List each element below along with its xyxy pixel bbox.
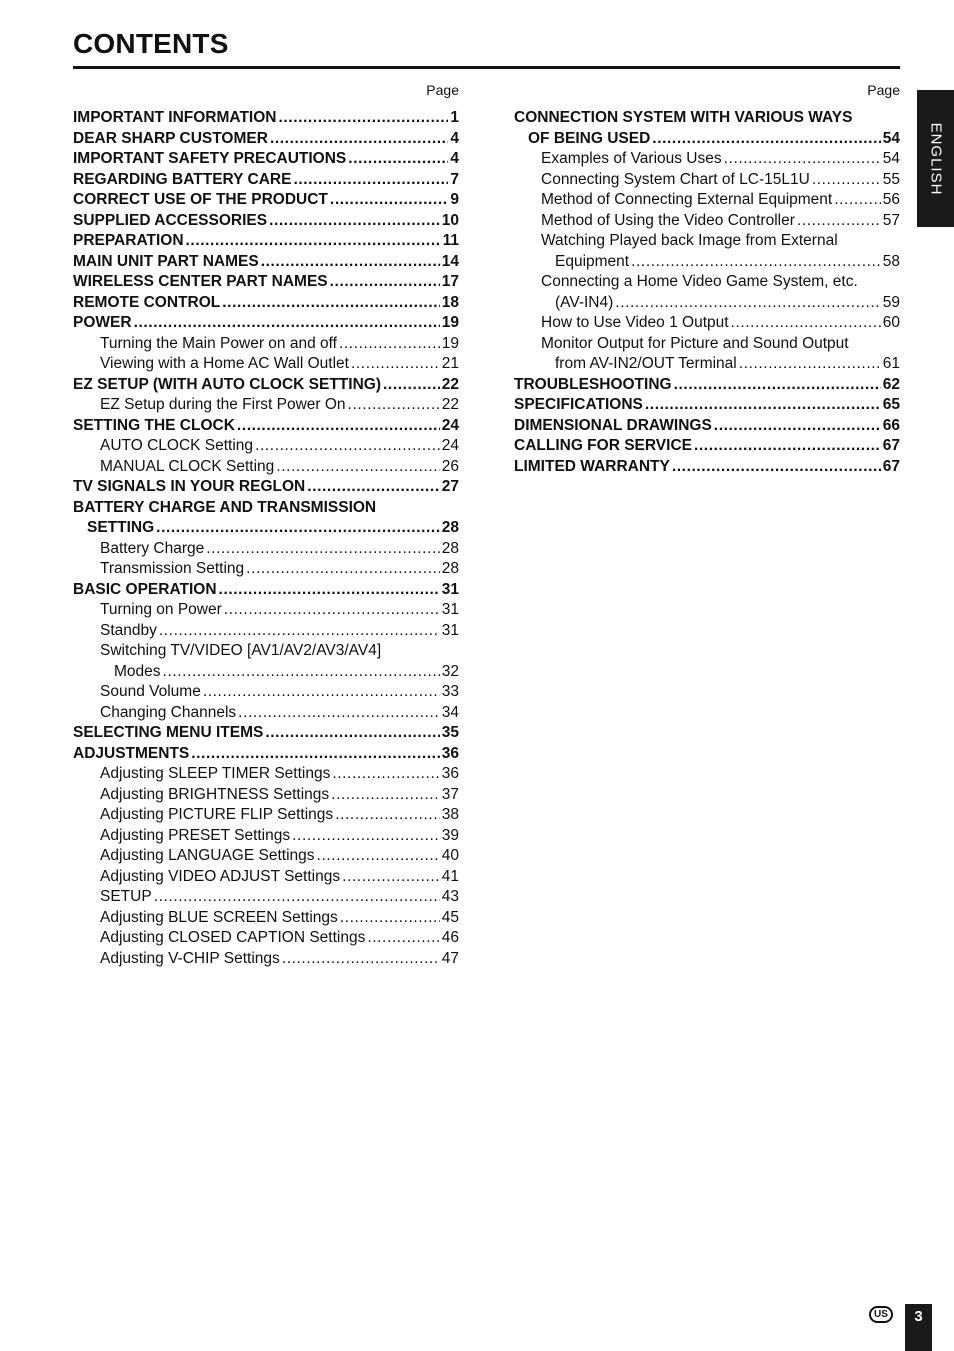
toc-entry-title: Equipment — [555, 252, 630, 270]
toc-subentry[interactable] — [73, 826, 459, 847]
toc-entry-title: TROUBLESHOOTING — [514, 375, 672, 393]
leader-dots — [340, 908, 440, 929]
toc-entry[interactable] — [514, 129, 900, 150]
toc-subentry[interactable] — [73, 436, 459, 457]
toc-entry-title: POWER — [73, 314, 132, 331]
leader-dots — [154, 887, 440, 908]
toc-entry-page: 4 — [450, 129, 459, 147]
toc-subentry[interactable] — [73, 908, 459, 929]
toc-subentry[interactable] — [73, 395, 459, 416]
toc-entry-title: (AV-IN4) — [555, 293, 614, 311]
leader-dots — [265, 723, 439, 744]
leader-dots — [339, 334, 440, 355]
leader-dots — [317, 846, 440, 867]
leader-dots — [156, 518, 440, 539]
leader-dots — [342, 867, 440, 888]
toc-entry-title: SETTING — [87, 519, 155, 536]
toc-entry-page: 19 — [441, 314, 459, 331]
toc-entry-page: 41 — [441, 867, 459, 885]
toc-entry-title: Changing Channels — [100, 703, 237, 721]
toc-entry-first-line[interactable]: CONNECTION SYSTEM WITH VARIOUS WAYS — [514, 109, 853, 126]
toc-entry-page: 38 — [441, 806, 459, 823]
toc-subentry[interactable] — [514, 252, 900, 273]
toc-subentry[interactable] — [73, 887, 459, 908]
toc-entry-title: MAIN UNIT PART NAMES — [73, 252, 259, 270]
toc-entry-title: Adjusting PRESET Settings — [100, 826, 291, 844]
toc-entry-title: WIRELESS CENTER PART NAMES — [73, 273, 328, 290]
toc-entry-page: 1 — [450, 109, 459, 126]
toc-entry-title: OF BEING USED — [528, 129, 651, 147]
toc-entry-title: IMPORTANT SAFETY PRECAUTIONS — [73, 150, 347, 167]
leader-dots — [652, 129, 880, 150]
toc-entry-title: Adjusting SLEEP TIMER Settings — [100, 765, 331, 782]
toc-entry-page: 33 — [441, 683, 459, 700]
toc-entry-title: Battery Charge — [100, 539, 205, 557]
leader-dots — [330, 272, 440, 293]
leader-dots — [276, 457, 439, 478]
toc-entry-page: 54 — [882, 150, 900, 167]
toc-entry-page: 22 — [441, 396, 459, 413]
toc-entry-page: 18 — [441, 293, 459, 311]
toc-entry-page: 58 — [882, 252, 900, 270]
toc-entry-title: Standby — [100, 621, 157, 639]
toc-entry-title: MANUAL CLOCK Setting — [100, 457, 275, 475]
toc-subentry[interactable] — [73, 457, 459, 478]
toc-entry-title: SELECTING MENU ITEMS — [73, 724, 264, 741]
toc-entry-page: 31 — [441, 621, 459, 639]
language-label: ENGLISH — [927, 122, 944, 195]
toc-entry-title: SETTING THE CLOCK — [73, 416, 235, 434]
toc-entry[interactable] — [73, 375, 459, 396]
toc-entry-page: 4 — [450, 150, 459, 167]
toc-subentry[interactable] — [73, 764, 459, 785]
toc-entry-title: AUTO CLOCK Setting — [100, 437, 254, 454]
toc-entry-page: 28 — [441, 539, 459, 557]
toc-entry-title: Adjusting VIDEO ADJUST Settings — [100, 867, 341, 885]
language-side-tab — [917, 90, 954, 227]
toc-entry-page: 56 — [882, 191, 900, 208]
toc-entry-page: 35 — [441, 724, 459, 741]
toc-subentry[interactable] — [514, 190, 900, 211]
toc-entry-title: SUPPLIED ACCESSORIES — [73, 211, 268, 229]
leader-dots — [206, 539, 440, 560]
leader-dots — [348, 149, 448, 170]
toc-subentry[interactable] — [73, 846, 459, 867]
toc-entry-page: 61 — [882, 355, 900, 372]
toc-subentry[interactable] — [73, 621, 459, 642]
toc-subentry[interactable] — [73, 559, 459, 580]
toc-entry[interactable] — [73, 313, 459, 334]
toc-entry-page: 62 — [882, 375, 900, 393]
toc-subentry[interactable] — [514, 170, 900, 191]
leader-dots — [348, 395, 440, 416]
toc-entry-title: SPECIFICATIONS — [514, 396, 643, 413]
leader-dots — [134, 313, 440, 334]
toc-entry-page: 11 — [442, 232, 459, 249]
toc-entry-page: 60 — [882, 314, 900, 331]
toc-entry-page: 57 — [882, 211, 900, 229]
toc-entry-page: 67 — [882, 457, 900, 475]
toc-entry-title: Transmission Setting — [100, 560, 245, 577]
toc-entry-page: 54 — [882, 129, 900, 147]
leader-dots — [246, 559, 440, 580]
toc-entry-page: 17 — [441, 273, 459, 290]
toc-entry-page: 32 — [441, 662, 459, 680]
toc-left-column — [73, 80, 459, 969]
toc-entry-page: 28 — [441, 560, 459, 577]
leader-dots — [731, 313, 881, 334]
leader-dots — [238, 703, 440, 724]
leader-dots — [615, 293, 880, 314]
toc-entry-title: Viewing with a Home AC Wall Outlet — [100, 355, 349, 372]
toc-subentry[interactable] — [73, 682, 459, 703]
page-column-header: Page — [867, 82, 900, 98]
toc-entry-title: ADJUSTMENTS — [73, 744, 190, 762]
toc-entry-page: 45 — [441, 908, 459, 926]
leader-dots — [278, 108, 448, 129]
toc-entry-page: 67 — [882, 437, 900, 454]
toc-entry-page: 39 — [441, 826, 459, 844]
leader-dots — [331, 785, 440, 806]
toc-entry[interactable] — [73, 231, 459, 252]
toc-entry-page: 19 — [441, 334, 459, 352]
toc-subentry-first-line[interactable]: Connecting a Home Video Game System, etc. — [541, 273, 858, 290]
toc-entry[interactable] — [73, 272, 459, 293]
toc-entry-title: Connecting System Chart of LC-15L1U — [541, 170, 810, 188]
toc-entry-page: 40 — [441, 847, 459, 864]
leader-dots — [335, 805, 440, 826]
toc-subentry[interactable] — [73, 354, 459, 375]
toc-entry-page: 36 — [441, 744, 459, 762]
toc-entry-title: IMPORTANT INFORMATION — [73, 109, 277, 126]
toc-entry-page: 26 — [441, 457, 459, 475]
toc-subentry[interactable] — [514, 211, 900, 232]
toc-entry-title: BASIC OPERATION — [73, 580, 217, 598]
toc-entry-page: 9 — [450, 191, 459, 208]
toc-entry[interactable] — [73, 416, 459, 437]
us-region-badge-icon: US — [869, 1306, 893, 1323]
toc-entry[interactable] — [514, 375, 900, 396]
toc-entry-title: Adjusting LANGUAGE Settings — [100, 847, 315, 864]
toc-entry-title: Turning the Main Power on and off — [100, 334, 337, 352]
toc-entry-title: Adjusting CLOSED CAPTION Settings — [100, 929, 366, 946]
toc-entry-title: Sound Volume — [100, 683, 201, 700]
page-title: CONTENTS — [73, 28, 229, 59]
toc-entry[interactable] — [73, 293, 459, 314]
toc-entry-title: Method of Connecting External Equipment — [541, 191, 833, 208]
leader-dots — [674, 375, 881, 396]
toc-entry-title: CORRECT USE OF THE PRODUCT — [73, 191, 328, 208]
leader-dots — [269, 211, 440, 232]
toc-entry-title: Method of Using the Video Controller — [541, 211, 795, 229]
toc-subentry-first-line[interactable]: Watching Played back Image from External — [541, 232, 838, 249]
toc-subentry[interactable] — [514, 293, 900, 314]
leader-dots — [293, 170, 448, 191]
toc-subentry[interactable] — [73, 805, 459, 826]
leader-dots — [672, 457, 881, 478]
leader-dots — [237, 416, 440, 437]
toc-entry[interactable] — [514, 457, 900, 478]
toc-entry-title: REGARDING BATTERY CARE — [73, 170, 292, 188]
toc-subentry[interactable] — [73, 867, 459, 888]
toc-entry[interactable] — [73, 108, 459, 129]
toc-entry-page: 27 — [441, 478, 459, 495]
toc-entry-title: Modes — [114, 662, 161, 680]
toc-subentry[interactable] — [73, 928, 459, 949]
toc-entry-title: REMOTE CONTROL — [73, 293, 221, 311]
toc-entry[interactable] — [73, 580, 459, 601]
toc-entry-title: DIMENSIONAL DRAWINGS — [514, 416, 712, 434]
toc-subentry-first-line[interactable]: Switching TV/VIDEO [AV1/AV2/AV3/AV4] — [100, 642, 382, 659]
toc-subentry[interactable] — [73, 703, 459, 724]
toc-entry-title: Examples of Various Uses — [541, 150, 722, 167]
leader-dots — [739, 354, 881, 375]
toc-entry-title: How to Use Video 1 Output — [541, 314, 729, 331]
toc-entry-page: 36 — [441, 765, 459, 782]
leader-dots — [834, 190, 881, 211]
toc-entry-page: 34 — [441, 703, 459, 721]
leader-dots — [186, 231, 441, 252]
toc-entry-page: 22 — [441, 375, 459, 393]
toc-subentry[interactable] — [73, 600, 459, 621]
title-rule — [73, 66, 900, 69]
toc-entry[interactable] — [514, 416, 900, 437]
leader-dots — [330, 190, 448, 211]
toc-subentry[interactable] — [73, 785, 459, 806]
toc-entry[interactable] — [73, 149, 459, 170]
leader-dots — [367, 928, 439, 949]
page-number: 3 — [905, 1304, 932, 1351]
toc-entry-title: Adjusting PICTURE FLIP Settings — [100, 806, 334, 823]
toc-entry-page: 37 — [441, 785, 459, 803]
leader-dots — [163, 662, 440, 683]
toc-entry[interactable] — [73, 744, 459, 765]
toc-entry[interactable] — [73, 252, 459, 273]
toc-entry-title: EZ SETUP (WITH AUTO CLOCK SETTING) — [73, 375, 381, 393]
toc-entry[interactable] — [73, 518, 459, 539]
toc-entry-page: 28 — [441, 519, 459, 536]
toc-entry[interactable] — [73, 129, 459, 150]
leader-dots — [383, 375, 440, 396]
toc-entry[interactable] — [73, 477, 459, 498]
toc-entry-page: 10 — [441, 211, 459, 229]
toc-entry-page: 24 — [441, 437, 459, 454]
toc-entry-title: LIMITED WARRANTY — [514, 457, 670, 475]
toc-entry-title: PREPARATION — [73, 232, 184, 249]
toc-entry-title: TV SIGNALS IN YOUR REGLON — [73, 478, 306, 495]
toc-entry-title: Adjusting BRIGHTNESS Settings — [100, 785, 330, 803]
toc-entry-page: 24 — [441, 416, 459, 434]
toc-entry[interactable] — [514, 436, 900, 457]
leader-dots — [694, 436, 881, 457]
leader-dots — [724, 149, 881, 170]
leader-dots — [332, 764, 439, 785]
leader-dots — [351, 354, 440, 375]
toc-entry-page: 47 — [441, 949, 459, 967]
leader-dots — [219, 580, 440, 601]
toc-entry[interactable] — [73, 190, 459, 211]
toc-subentry[interactable] — [514, 313, 900, 334]
leader-dots — [270, 129, 448, 150]
toc-entry-title: Turning on Power — [100, 601, 222, 618]
toc-subentry[interactable] — [73, 949, 459, 970]
toc-entry[interactable] — [73, 211, 459, 232]
toc-entry-page: 21 — [441, 355, 459, 372]
toc-entry[interactable] — [73, 170, 459, 191]
toc-entry-first-line[interactable]: BATTERY CHARGE AND TRANSMISSION — [73, 498, 377, 516]
toc-entry-title: EZ Setup during the First Power On — [100, 396, 346, 413]
toc-entry-page: 43 — [441, 888, 459, 905]
leader-dots — [255, 436, 440, 457]
leader-dots — [631, 252, 881, 273]
leader-dots — [282, 949, 440, 970]
toc-entry-page: 66 — [882, 416, 900, 434]
toc-subentry[interactable] — [514, 354, 900, 375]
toc-entry-title: Adjusting BLUE SCREEN Settings — [100, 908, 338, 926]
leader-dots — [307, 477, 440, 498]
leader-dots — [222, 293, 440, 314]
toc-subentry[interactable] — [73, 334, 459, 355]
toc-entry-page: 59 — [882, 293, 900, 311]
leader-dots — [191, 744, 439, 765]
leader-dots — [797, 211, 881, 232]
page-column-header: Page — [426, 82, 459, 98]
toc-entry-page: 14 — [441, 252, 459, 270]
leader-dots — [714, 416, 881, 437]
toc-right-column — [514, 80, 900, 477]
toc-entry-title: DEAR SHARP CUSTOMER — [73, 129, 268, 147]
leader-dots — [203, 682, 440, 703]
toc-entry-title: SETUP — [100, 888, 152, 905]
toc-subentry-first-line[interactable]: Monitor Output for Picture and Sound Output — [541, 334, 849, 352]
leader-dots — [812, 170, 881, 191]
leader-dots — [645, 395, 881, 416]
toc-subentry[interactable] — [73, 662, 459, 683]
toc-entry-page: 31 — [441, 601, 459, 618]
toc-entry-page: 65 — [882, 396, 900, 413]
leader-dots — [292, 826, 440, 847]
toc-entry-page: 31 — [441, 580, 459, 598]
leader-dots — [159, 621, 440, 642]
toc-entry-title: Adjusting V-CHIP Settings — [100, 949, 280, 967]
toc-entry-title: CALLING FOR SERVICE — [514, 437, 692, 454]
toc-entry[interactable] — [73, 723, 459, 744]
leader-dots — [224, 600, 440, 621]
toc-subentry[interactable] — [73, 539, 459, 560]
leader-dots — [261, 252, 440, 273]
toc-entry-title: from AV-IN2/OUT Terminal — [555, 355, 737, 372]
toc-entry[interactable] — [514, 395, 900, 416]
toc-entry-page: 55 — [882, 170, 900, 188]
toc-entry-page: 7 — [450, 170, 459, 188]
toc-entry-page: 46 — [441, 929, 459, 946]
toc-subentry[interactable] — [514, 149, 900, 170]
